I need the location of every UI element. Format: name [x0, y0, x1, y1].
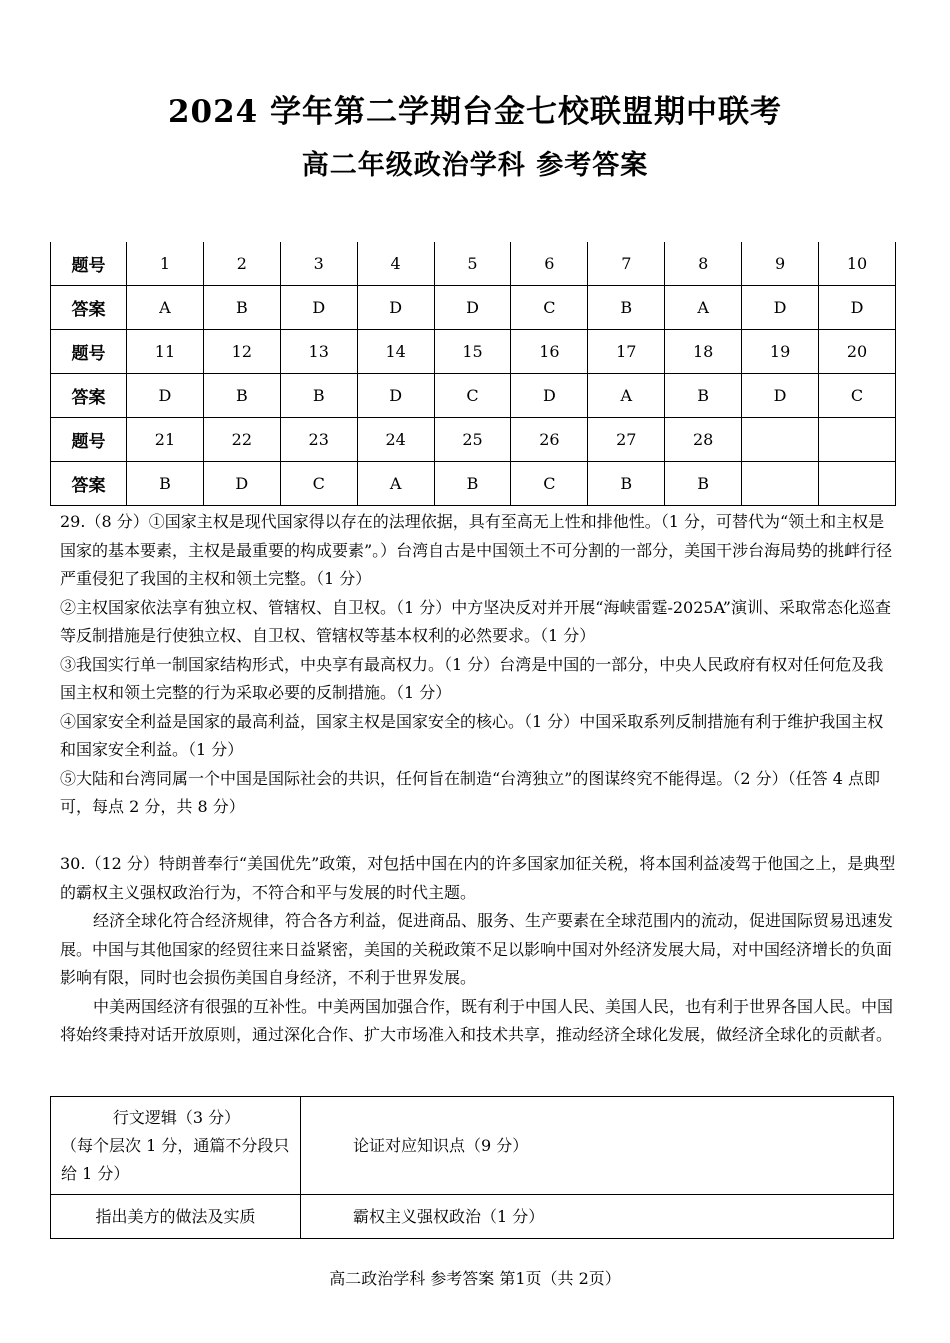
answer-cell: C	[511, 462, 588, 506]
answer-cell: 16	[511, 330, 588, 374]
answer-cell: B	[203, 374, 280, 418]
q29-paragraph-3: ③我国实行单一制国家结构形式，中央享有最高权力。（1 分）台湾是中国的一部分，中央人民政府有权对任何危及我国主权和领土完整的行为采取必要的反制措施。（1 分）	[60, 654, 884, 702]
answer-cell: D	[819, 286, 896, 330]
answer-cell: D	[280, 286, 357, 330]
answer-table-row	[51, 330, 896, 374]
answer-cell: 5	[434, 242, 511, 286]
scoring-logic-heading: 行文逻辑（3 分）	[112, 1107, 241, 1127]
answer-cell: 9	[742, 242, 819, 286]
answer-cell: 28	[665, 418, 742, 462]
answer-cell: D	[203, 462, 280, 506]
answer-cell	[742, 462, 819, 506]
answer-cell: 24	[357, 418, 434, 462]
answer-cell: 11	[127, 330, 204, 374]
answer-cell	[742, 418, 819, 462]
row-label: 答案	[51, 286, 127, 330]
answer-table-row	[51, 462, 896, 506]
answer-cell: A	[127, 286, 204, 330]
answer-cell: 10	[819, 242, 896, 286]
answer-cell: 15	[434, 330, 511, 374]
answer-cell: B	[127, 462, 204, 506]
answer-cell: D	[434, 286, 511, 330]
answer-cell: B	[665, 462, 742, 506]
row-label: 题号	[51, 330, 127, 374]
answer-cell: 3	[280, 242, 357, 286]
answer-cell	[819, 418, 896, 462]
row-label: 题号	[51, 418, 127, 462]
answer-cell: 2	[203, 242, 280, 286]
scoring-header-right: 论证对应知识点（9 分）	[301, 1097, 894, 1195]
q30-paragraph-1: 30.（12 分）特朗普奉行“美国优先”政策，对包括中国在内的许多国家加征关税，将本国利益凌驾于他国之上，是典型的霸权主义强权政治行为，不符合和平与发展的时代主题。	[60, 854, 896, 902]
answer-cell: 4	[357, 242, 434, 286]
answer-cell: A	[588, 374, 665, 418]
answer-table-body	[51, 242, 896, 506]
answer-cell: B	[588, 286, 665, 330]
q30-paragraph-3: 中美两国经济有很强的互补性。中美两国加强合作，既有利于中国人民、美国人民，也有利于世界各国人民。中国将始终秉持对话开放原则，通过深化合作、扩大市场准入和技术共享，推动经济全球化发展，做经济全球化的贡献者。	[60, 996, 894, 1044]
scoring-logic-note: （每个层次 1 分，通篇不分段只给 1 分）	[61, 1135, 290, 1183]
scoring-row-left: 指出美方的做法及实质	[51, 1195, 301, 1239]
document-title: 2024 学年第二学期台金七校联盟期中联考	[167, 94, 783, 130]
answer-cell: D	[357, 286, 434, 330]
answer-table-row	[51, 418, 896, 462]
question-29-answer	[60, 508, 896, 822]
answer-cell: 20	[819, 330, 896, 374]
answer-cell: 14	[357, 330, 434, 374]
page-footer: 高二政治学科 参考答案 第1页（共 2页）	[329, 1269, 621, 1288]
answer-cell: 12	[203, 330, 280, 374]
answer-cell: 18	[665, 330, 742, 374]
scoring-row-right: 霸权主义强权政治（1 分）	[301, 1195, 894, 1239]
row-label: 答案	[51, 462, 127, 506]
answer-cell: D	[127, 374, 204, 418]
answer-table	[50, 242, 896, 506]
answer-cell: 8	[665, 242, 742, 286]
answer-cell: 6	[511, 242, 588, 286]
answer-cell: B	[434, 462, 511, 506]
answer-cell: 23	[280, 418, 357, 462]
answer-cell: 1	[127, 242, 204, 286]
answer-cell: C	[280, 462, 357, 506]
q29-paragraph-2: ②主权国家依法享有独立权、管辖权、自卫权。（1 分）中方坚决反对并开展“海峡雷霆-2025A”演训、采取常态化巡查等反制措施是行使独立权、自卫权、管辖权等基本权利的必然要求。（1 分）	[60, 597, 891, 645]
scoring-table	[50, 1096, 894, 1239]
answer-cell: 25	[434, 418, 511, 462]
answer-cell: 7	[588, 242, 665, 286]
q29-paragraph-1: 29.（8 分）①国家主权是现代国家得以存在的法理依据，具有至高无上性和排他性。（1 分，可替代为“领土和主权是国家的基本要素，主权是最重要的构成要素”。）台湾自古是中国领土不可分割的一部分，美国干涉台海局势的挑衅行径严重侵犯了我国的主权和领土完整。（1 分）	[60, 512, 893, 588]
answer-table-row	[51, 374, 896, 418]
q29-paragraph-5: ⑤大陆和台湾同属一个中国是国际社会的共识，任何旨在制造“台湾独立”的图谋终究不能得逞。（2 分）（任答 4 点即可，每点 2 分，共 8 分）	[60, 768, 880, 816]
answer-cell: 17	[588, 330, 665, 374]
q30-paragraph-2: 经济全球化符合经济规律，符合各方利益，促进商品、服务、生产要素在全球范围内的流动，促进国际贸易迅速发展。中国与其他国家的经贸往来日益紧密，美国的关税政策不足以影响中国对外经济发展大局，对中国经济增长的负面影响有限，同时也会损伤美国自身经济，不利于世界发展。	[60, 911, 894, 987]
answer-cell: C	[819, 374, 896, 418]
answer-cell: B	[588, 462, 665, 506]
answer-cell: B	[203, 286, 280, 330]
answer-table-row	[51, 242, 896, 286]
answer-table-row	[51, 286, 896, 330]
answer-cell: D	[742, 374, 819, 418]
answer-cell: B	[280, 374, 357, 418]
answer-cell: 27	[588, 418, 665, 462]
document-subtitle: 高二年级政治学科 参考答案	[301, 150, 649, 181]
question-30-answer	[60, 850, 896, 1050]
answer-cell: A	[357, 462, 434, 506]
answer-cell: 13	[280, 330, 357, 374]
answer-cell: 21	[127, 418, 204, 462]
answer-cell	[819, 462, 896, 506]
row-label: 答案	[51, 374, 127, 418]
answer-cell: D	[742, 286, 819, 330]
answer-cell: A	[665, 286, 742, 330]
q29-paragraph-4: ④国家安全利益是国家的最高利益，国家主权是国家安全的核心。（1 分）中国采取系列反制措施有利于维护我国主权和国家安全利益。（1 分）	[60, 711, 884, 759]
row-label: 题号	[51, 242, 127, 286]
answer-cell: D	[511, 374, 588, 418]
answer-cell: B	[665, 374, 742, 418]
answer-cell: 26	[511, 418, 588, 462]
scoring-header-left	[51, 1097, 301, 1195]
answer-cell: C	[434, 374, 511, 418]
answer-cell: D	[357, 374, 434, 418]
answer-cell: C	[511, 286, 588, 330]
answer-cell: 22	[203, 418, 280, 462]
answer-cell: 19	[742, 330, 819, 374]
